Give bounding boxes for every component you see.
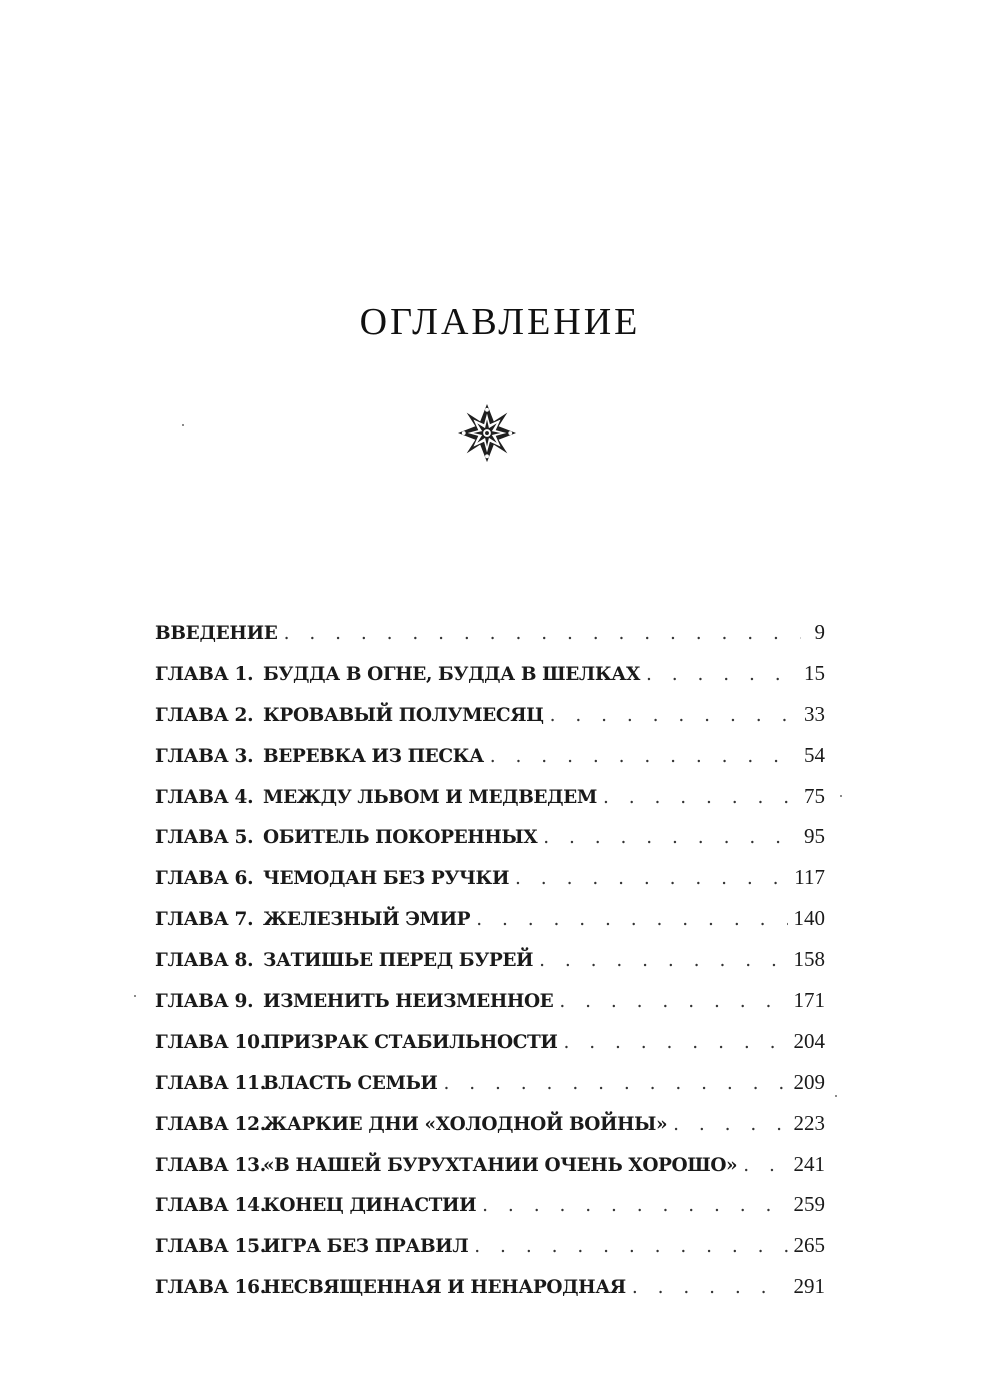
dot-leader [543, 827, 798, 848]
toc-entry-page-number: 54 [804, 742, 825, 767]
toc-entry-page-number: 158 [793, 947, 825, 972]
toc-entry [155, 1152, 825, 1193]
toc-entry [155, 988, 825, 1029]
toc-entry-page-number: 117 [794, 865, 825, 890]
toc-entry [155, 1192, 825, 1233]
dot-leader [673, 1114, 787, 1135]
dot-leader [444, 1073, 788, 1094]
toc-entry [155, 1029, 825, 1070]
dot-leader [515, 868, 788, 889]
dot-leader [743, 1155, 787, 1176]
dot-leader [482, 1195, 787, 1216]
toc-entry-title: КРОВАВЫЙ ПОЛУМЕСЯЦ [263, 704, 544, 726]
toc-entry-page-number: 9 [814, 620, 825, 644]
dot-leader [632, 1277, 788, 1298]
toc-entry-label: ГЛАВА 16. [155, 1277, 266, 1299]
dot-leader [539, 950, 787, 971]
toc-entry-label: ГЛАВА 5. [155, 827, 254, 849]
toc-entry-label: ГЛАВА 13. [155, 1154, 266, 1176]
dot-leader [646, 664, 798, 685]
scan-speck [182, 424, 184, 426]
toc-entry-title: ОБИТЕЛЬ ПОКОРЕННЫХ [263, 827, 538, 849]
toc-entry-label: ГЛАВА 11. [155, 1072, 266, 1094]
page-title: ОГЛАВЛЕНИЕ [359, 301, 641, 343]
toc-entry-page-number: 15 [804, 660, 825, 685]
toc-entry-page-number: 75 [804, 783, 825, 808]
eight-point-star-ornament-icon [456, 402, 518, 464]
toc-entry-label: ГЛАВА 3. [155, 745, 254, 767]
dot-leader [564, 1032, 788, 1053]
toc-entry-title: НЕСВЯЩЕННАЯ И НЕНАРОДНАЯ [263, 1277, 626, 1299]
toc-entry-label: ГЛАВА 9. [155, 991, 254, 1013]
toc-entry-label: ГЛАВА 2. [155, 704, 254, 726]
toc-entry-page-number: 259 [793, 1192, 825, 1217]
toc-entry [155, 743, 825, 784]
toc-entry-title: МЕЖДУ ЛЬВОМ И МЕДВЕДЕМ [263, 786, 597, 808]
toc-entry-title: ИЗМЕНИТЬ НЕИЗМЕННОЕ [263, 991, 554, 1013]
toc-entry-page-number: 171 [793, 988, 825, 1013]
toc-entry-title: ЧЕМОДАН БЕЗ РУЧКИ [263, 868, 510, 890]
toc-entry-page-number: 204 [793, 1028, 825, 1053]
toc-entry-label: ГЛАВА 10. [155, 1031, 266, 1053]
dot-leader [550, 705, 798, 726]
scan-speck [840, 795, 842, 797]
toc-entry-label: ГЛАВА 6. [155, 868, 254, 890]
toc-entry-title: ВЕРЕВКА ИЗ ПЕСКА [263, 745, 484, 767]
toc-entry [155, 906, 825, 947]
toc-entry [155, 1274, 825, 1315]
dot-leader [490, 746, 798, 767]
dot-leader [474, 1236, 787, 1257]
toc-entry-page-number: 241 [793, 1151, 825, 1176]
toc-entry-page-number: 291 [793, 1274, 825, 1299]
dot-leader [559, 991, 787, 1012]
toc-entry [155, 947, 825, 988]
toc-entry-label: ГЛАВА 8. [155, 950, 254, 972]
toc-entry-label: ГЛАВА 15. [155, 1236, 266, 1258]
toc-entry-page-number: 223 [793, 1110, 825, 1135]
toc-entry-page-number: 140 [793, 906, 825, 931]
toc-entry-title: БУДДА В ОГНЕ, БУДДА В ШЕЛКАХ [263, 663, 640, 685]
toc-entry-page-number: 265 [793, 1233, 825, 1258]
toc-entry-title: ИГРА БЕЗ ПРАВИЛ [263, 1236, 469, 1258]
dot-leader [603, 787, 798, 808]
toc-entry [155, 1070, 825, 1111]
toc-entry-label: ГЛАВА 4. [155, 786, 254, 808]
table-of-contents [155, 620, 825, 1315]
toc-entry [155, 661, 825, 702]
dot-leader [284, 623, 801, 644]
toc-entry [155, 702, 825, 743]
scan-speck [134, 995, 136, 997]
toc-entry [155, 824, 825, 865]
toc-entry-title: «В НАШЕЙ БУРУХТАНИИ ОЧЕНЬ ХОРОШО» [263, 1154, 738, 1176]
toc-entry-title: ЗАТИШЬЕ ПЕРЕД БУРЕЙ [263, 950, 534, 972]
toc-entry [155, 865, 825, 906]
toc-entry [155, 1111, 825, 1152]
toc-entry-title: ПРИЗРАК СТАБИЛЬНОСТИ [263, 1031, 558, 1053]
toc-entry-title: КОНЕЦ ДИНАСТИИ [263, 1195, 477, 1217]
toc-entry-label: ВВЕДЕНИЕ [155, 623, 278, 644]
toc-entry [155, 620, 825, 661]
toc-entry [155, 1233, 825, 1274]
toc-entry-label: ГЛАВА 1. [155, 663, 254, 685]
toc-entry-label: ГЛАВА 12. [155, 1113, 266, 1135]
toc-entry-title: ЖЕЛЕЗНЫЙ ЭМИР [263, 909, 471, 931]
toc-entry-title: ВЛАСТЬ СЕМЬИ [263, 1072, 438, 1094]
toc-entry [155, 784, 825, 825]
scan-speck [835, 1095, 837, 1097]
toc-entry-page-number: 95 [804, 824, 825, 849]
toc-entry-label: ГЛАВА 14. [155, 1195, 266, 1217]
toc-entry-label: ГЛАВА 7. [155, 909, 254, 931]
toc-entry-page-number: 33 [804, 701, 825, 726]
toc-entry-page-number: 209 [793, 1069, 825, 1094]
toc-entry-title: ЖАРКИЕ ДНИ «ХОЛОДНОЙ ВОЙНЫ» [263, 1113, 668, 1135]
dot-leader [476, 909, 787, 930]
